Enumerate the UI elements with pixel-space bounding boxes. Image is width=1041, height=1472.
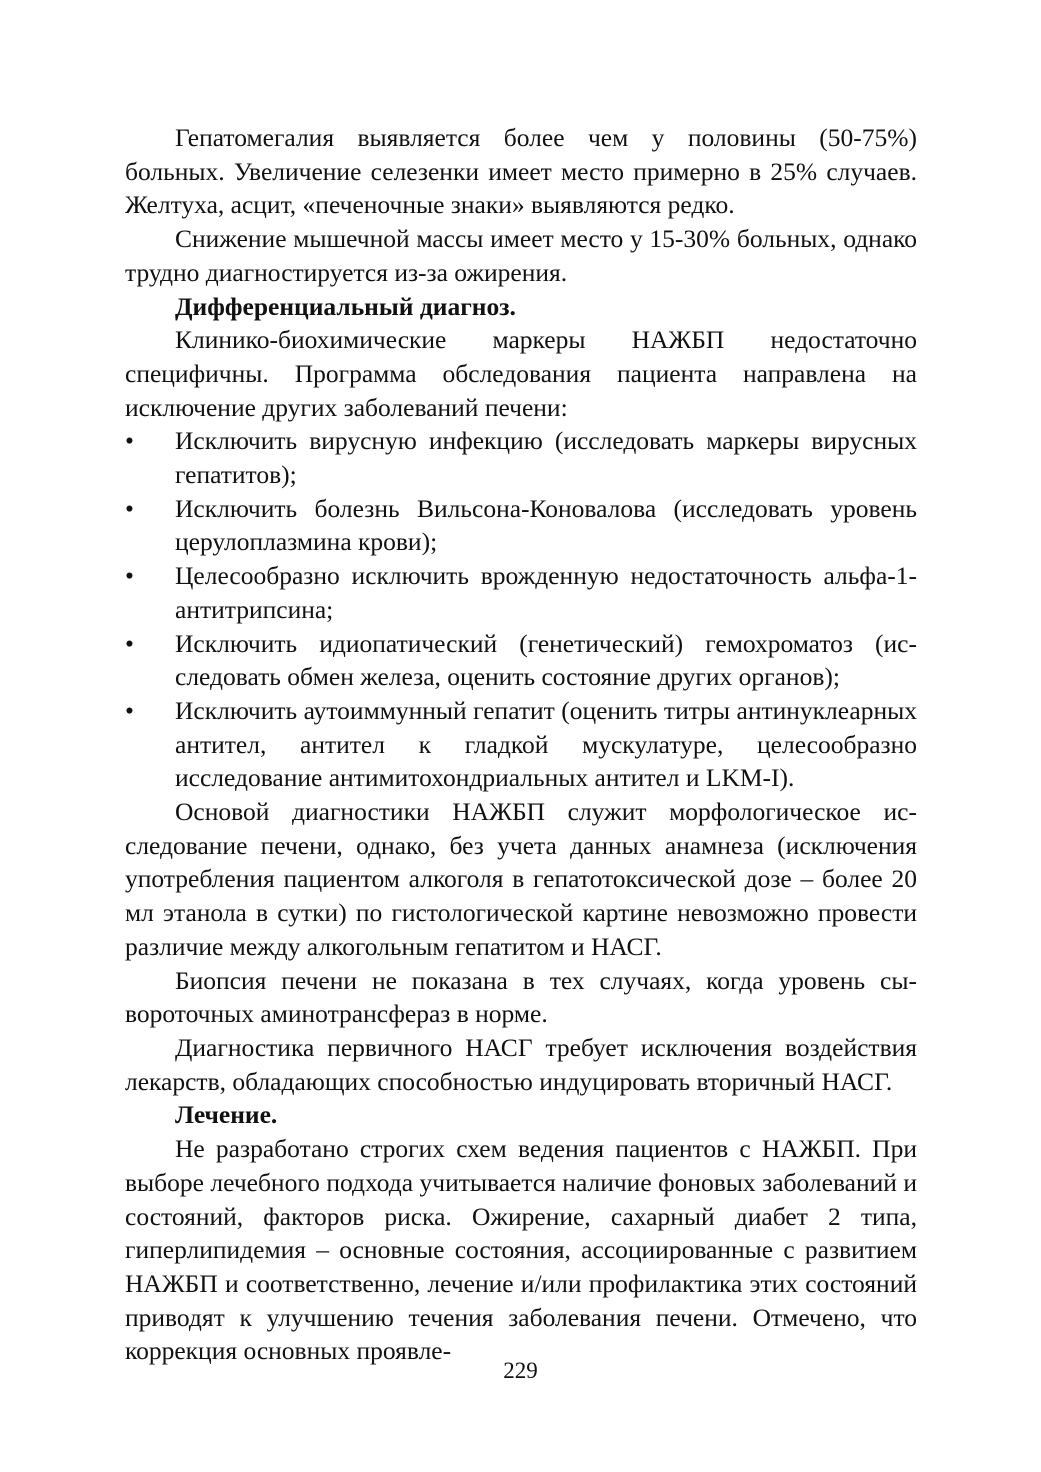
list-item-text: Целесообразно исключить врожденную недостаточность альфа-1-антитрипсина; [175,561,917,624]
paragraph-hepatomegaly: Гепатомегалия выявляется более чем у половины (50-75%) больных. Увеличение селезенки имеет место примерно в 25% случаев. Желтуха, асцит, «печеночные знаки» выявляются редко. [125,123,917,220]
list-item-text: Исключить идиопатический (генетический) гемохроматоз (исследовать обмен железа, оценить состояние других органов); [175,628,917,692]
heading-treatment: Лечение. [175,1100,278,1130]
paragraph-primary-nash: Диагностика первичного НАСГ требует исключения воздействия лекарств, обладающих способностью индуцировать вторичный НАСГ. [125,1032,917,1096]
bullet-icon: • [125,628,134,658]
heading-differential-diagnosis: Дифференциальный диагноз. [175,291,516,321]
paragraph-diff-intro: Клинико-биохимические маркеры НАЖБП недостаточно специфичны. Программа обследования пациента направлена на исключение других заболеваний печени: [125,325,917,422]
list-item-text: Исключить аутоиммунный гепатит (оценить титры антинуклеарных антител, антител к гладкой мускулатуре, целесообразно исследование антимитохондриальных антител и LKM-I). [175,695,917,793]
bullet-icon: • [125,695,134,725]
bullet-icon: • [125,426,134,456]
exclusion-list [125,424,917,795]
list-item-text: Исключить вирусную инфекцию (исследовать маркеры вирусных гепатитов); [175,426,917,490]
list-item-text: Исключить болезнь Вильсона-Коновалова (исследовать уровень церулоплазмина крови); [175,493,917,557]
paragraph-biopsy: Биопсия печени не показана в тех случаях, когда уровень сывороточных аминотрансфераз в норме. [125,965,917,1029]
list-item [125,694,917,795]
bullet-icon: • [125,493,134,523]
list-item [125,559,917,626]
paragraph-treatment: Не разработано строгих схем ведения пациентов с НАЖБП. При выборе лечебного подхода учитывается наличие фоновых заболеваний и состояний, факторов риска. Ожирение, сахарный диабет 2 типа, гиперлипидемия – основные состояния, ассоциированные с развитием НАЖБП и соответственно, лечение и/или профилактика этих состояний приводят к улучшению течения заболевания печени. Отмечено, что коррекция основных проявле- [125,1134,917,1366]
list-item [125,424,917,491]
paragraph-muscle-mass: Снижение мышечной массы имеет место у 15-30% больных, однако трудно диагностируется из-за ожирения. [125,224,917,287]
bullet-icon: • [125,561,134,591]
paragraph-morphology: Основой диагностики НАЖБП служит морфологическое исследование печени, однако, без учета данных анамнеза (исключения употребления пациентом алкоголя в гепатотоксической дозе – более 20 мл этанола в сутки) по гистологической картине невозможно провести различие между алкогольным гепатитом и НАСГ. [125,797,917,961]
page-number: 229 [503,1358,538,1383]
list-item [125,492,917,559]
list-item [125,627,917,694]
page-content [125,121,917,1368]
